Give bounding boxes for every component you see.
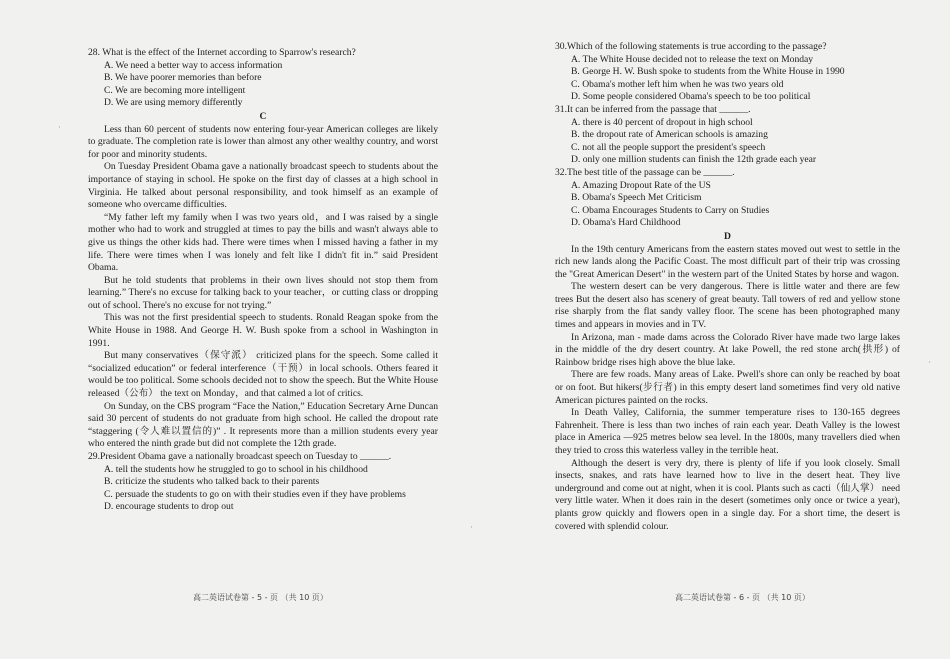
right-page xyxy=(555,0,900,659)
question-stem: 31.It can be inferred from the passage that ______. xyxy=(555,103,751,115)
paragraph: In the 19th century Americans from the eastern states moved out west to settle in the rich new lands along the Pacific Coast. The most difficult part of their trip was crossing the "Great American Desert" in the western part of the United States by horse and wagon. xyxy=(555,243,900,280)
paragraph: The western desert can be very dangerous. There is little water and there are few trees But the desert also has scenery of great beauty. Tall towers of red and yellow stone rise sharply from the flat sandy valley floor. The scene has been photographed many times and appears in movies and in TV. xyxy=(555,281,900,331)
paragraph: On Tuesday President Obama gave a nationally broadcast speech to students about the importance of staying in school. He spoke on the first day of classes at a high school in Virginia. He talked about personal responsibility, and took himself as an example of someone who overcame difficulties. xyxy=(88,161,438,211)
question-29 xyxy=(88,451,438,514)
paragraph: But he told students that problems in their own lives should not stop them from learning.” There's no excuse for talking back to your teacher，or cutting class or dropping out of school. There's no excuse for not trying.” xyxy=(88,274,438,311)
option-b: B. George H. W. Bush spoke to students from the White House in 1990 xyxy=(571,66,845,78)
paragraph: Although the desert is very dry, there is plenty of life if you look closely. Small insects, snakes, and rats have learned how to live in the desert heat. They live underground and come out at night, when it is cool. Plants such as cacti（仙人掌） need very little water. When it does rain in the desert (sometimes only once or twice a year), plants grow quickly and flowers open in a single day. For a short time, the desert is covered with splendid colour. xyxy=(555,457,900,532)
paragraph: In Death Valley, California, the summer temperature rises to 130-165 degrees Fahrenheit. There is less than two inches of rain each year. Death Valley is the lowest place in America —925 metres below sea level. In the 1800s, many travellers died when they tried to cross this waterless valley in the terrible heat. xyxy=(555,407,900,456)
option-d: D. Some people considered Obama's speech to be too political xyxy=(571,91,811,103)
question-stem: 32.The best title of the passage can be ______. xyxy=(555,166,735,178)
question-stem: 30.Which of the following statements is true according to the passage? xyxy=(555,41,827,52)
option-a: A. We need a better way to access information xyxy=(104,59,283,71)
page-footer: 高二英语试卷第 - 6 - 页 （共 10 页） xyxy=(675,593,810,602)
question-28 xyxy=(88,47,438,110)
paragraph: There are few roads. Many areas of Lake. Pwell's shore can only be reached by boat or on foot. But hikers(步行者) in this empty desert land sometimes find very old native American pictures painted on the rocks. xyxy=(555,369,900,406)
passage-d xyxy=(555,244,900,534)
paragraph: This was not the first presidential speech to students. Ronald Reagan spoke from the White House in 1988. And George H. W. Bush spoke from a school in Washington in 1991. xyxy=(88,312,438,349)
option-a: A. The White House decided not to release the text on Monday xyxy=(571,53,814,65)
paragraph: On Sunday, on the CBS program “Face the Nation,” Education Secretary Arne Duncan said 30 percent of students do not graduate from high school. He called the dropout rate “staggering (令人难以置信的)” . It represents more than a million students every year who entered the ninth grade but did not complete the 12th grade. xyxy=(88,400,438,450)
option-b: B. We have poorer memories than before xyxy=(104,72,262,84)
option-a: A. there is 40 percent of dropout in high school xyxy=(571,116,753,128)
section-title: C xyxy=(259,110,267,122)
option-d: D. Obama's Hard Childhood xyxy=(571,217,681,229)
option-c: C. Obama's mother left him when he was two years old xyxy=(571,78,784,90)
paragraph: “My father left my family when I was two years old，and I was raised by a single mother who had to work and struggled at times to pay the bills and wasn't always able to give us things the other kids had. There were times when I missed having a father in my life. There were times when I was lonely and felt like I didn't fit in.” said President Obama. xyxy=(88,211,438,274)
question-31 xyxy=(555,104,900,167)
option-d: D. We are using memory differently xyxy=(104,97,243,109)
option-c: C. Obama Encourages Students to Carry on Studies xyxy=(571,204,770,216)
option-b: B. criticize the students who talked back to their parents xyxy=(104,476,320,488)
option-d: D. encourage students to drop out xyxy=(104,501,234,513)
question-30 xyxy=(555,41,900,104)
scan-speck: · xyxy=(470,522,473,532)
option-b: B. the dropout rate of American schools is amazing xyxy=(571,129,768,141)
paragraph: In Arizona, man - made dams across the Colorado River have made two large lakes in the middle of the dry desert country. At lake Powell, the red stone arch(拱形) of Rainbow bridge rises high above the blue lake. xyxy=(555,331,900,368)
question-stem: 29.President Obama gave a nationally broadcast speech on Tuesday to ______. xyxy=(88,451,392,462)
scan-speck: · xyxy=(928,357,931,367)
option-c: C. We are becoming more intelligent xyxy=(104,84,246,96)
question-32 xyxy=(555,167,900,230)
section-title: D xyxy=(724,230,731,242)
option-c: C. not all the people support the president's speech xyxy=(571,141,766,153)
option-d: D. only one million students can finish the 12th grade each year xyxy=(571,154,817,166)
option-a: A. tell the students how he struggled to go to school in his childhood xyxy=(104,463,368,475)
paragraph: Less than 60 percent of students now entering four-year American colleges are likely to graduate. The completion rate is lower than almost any other wealthy country, and worst for poor and minority students. xyxy=(88,123,438,160)
passage-c xyxy=(88,124,438,451)
option-c: C. persuade the students to go on with their studies even if they have problems xyxy=(104,488,406,500)
left-page xyxy=(88,0,438,659)
option-a: A. Amazing Dropout Rate of the US xyxy=(571,179,711,191)
page-footer: 高二英语试卷第 - 5 - 页 （共 10 页） xyxy=(193,593,328,602)
option-b: B. Obama's Speech Met Criticism xyxy=(571,192,702,204)
scan-speck: · xyxy=(58,122,61,132)
paragraph: But many conservatives（保守派） criticized plans for the speech. Some called it “socialized education” or federal interference（干预）in local schools. Others feared it would be too political. Some schools decided not to show the speech. But the White House released（公布） the text on Monday，and that calmed a lot of critics. xyxy=(88,350,438,400)
question-stem: 28. What is the effect of the Internet according to Sparrow's research? xyxy=(88,47,356,58)
